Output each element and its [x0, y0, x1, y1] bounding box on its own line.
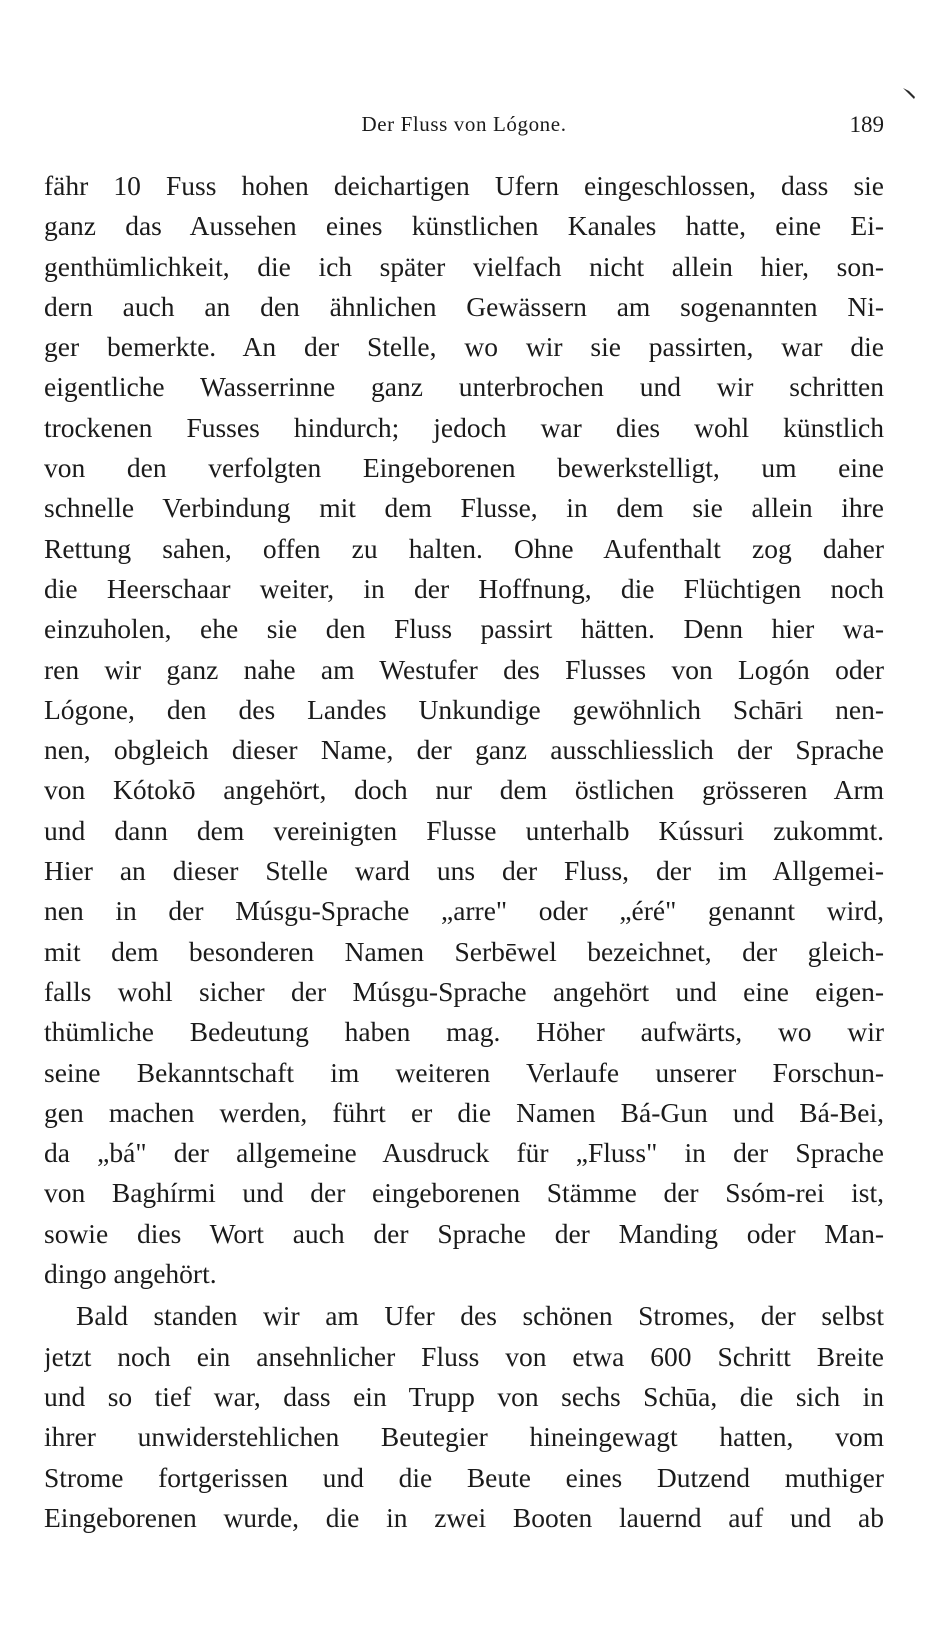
text-line: und so tief war, dass ein Trupp von sechs Schūa, die sich in	[44, 1380, 884, 1412]
body-text	[44, 166, 884, 1538]
text-line: ganz das Aussehen eines künstlichen Kanales hatte, eine Ei-	[44, 210, 884, 242]
text-line: dern auch an den ähnlichen Gewässern am sogenannten Ni-	[44, 290, 884, 322]
running-head: Der Fluss von Lógone.	[361, 112, 567, 136]
text-line: schnelle Verbindung mit dem Flusse, in dem sie allein ihre	[44, 492, 884, 524]
text-line: einzuholen, ehe sie den Fluss passirt hätten. Denn hier wa-	[44, 613, 884, 645]
text-line: Hier an dieser Stelle ward uns der Fluss, der im Allgemei-	[44, 855, 884, 887]
text-line: jetzt noch ein ansehnlicher Fluss von etwa 600 Schritt Breite	[44, 1340, 884, 1372]
text-line: Strome fortgerissen und die Beute eines Dutzend muthiger	[44, 1461, 884, 1493]
text-line: thümliche Bedeutung haben mag. Höher aufwärts, wo wir	[44, 1016, 884, 1048]
text-line: sowie dies Wort auch der Sprache der Manding oder Man-	[44, 1217, 884, 1249]
text-line: Eingeborenen wurde, die in zwei Booten lauernd auf und ab	[44, 1501, 884, 1533]
text-line: Bald standen wir am Ufer des schönen Stromes, der selbst	[76, 1300, 884, 1332]
text-line: trockenen Fusses hindurch; jedoch war dies wohl künstlich	[44, 411, 884, 443]
text-line: dingo angehört.	[44, 1258, 217, 1290]
text-line: von den verfolgten Eingeborenen bewerkstelligt, um eine	[44, 452, 884, 484]
text-line: nen, obgleich dieser Name, der ganz ausschliesslich der Sprache	[44, 734, 884, 766]
text-line: da „bá" der allgemeine Ausdruck für „Fluss" in der Sprache	[44, 1137, 884, 1169]
text-line: genthümlichkeit, die ich später vielfach nicht allein hier, son-	[44, 250, 884, 282]
text-line: mit dem besonderen Namen Serbēwel bezeichnet, der gleich-	[44, 935, 884, 967]
text-line: von Kótokō angehört, doch nur dem östlichen grösseren Arm	[44, 774, 884, 806]
text-line: ger bemerkte. An der Stelle, wo wir sie passirten, war die	[44, 331, 884, 363]
text-line: die Heerschaar weiter, in der Hoffnung, die Flüchtigen noch	[44, 572, 884, 604]
text-line: ren wir ganz nahe am Westufer des Flusses von Logón oder	[44, 653, 884, 685]
page-header	[44, 112, 884, 144]
text-line: Rettung sahen, offen zu halten. Ohne Aufenthalt zog daher	[44, 532, 884, 564]
text-line: gen machen werden, führt er die Namen Bá-Gun und Bá-Bei,	[44, 1096, 884, 1128]
text-line: nen in der Músgu-Sprache „arre" oder „éré" genannt wird,	[44, 895, 884, 927]
text-line: fähr 10 Fuss hohen deichartigen Ufern eingeschlossen, dass sie	[44, 170, 884, 201]
text-line: seine Bekanntschaft im weiteren Verlaufe unserer Forschun-	[44, 1056, 884, 1088]
ink-speck-icon	[902, 86, 918, 102]
paragraph-1	[44, 166, 884, 1294]
text-line: und dann dem vereinigten Flusse unterhalb Kússuri zukommt.	[44, 814, 884, 846]
text-line: Lógone, den des Landes Unkundige gewöhnlich Schāri nen-	[44, 693, 884, 725]
text-line: von Baghírmi und der eingeborenen Stämme der Ssóm-rei ist,	[44, 1177, 884, 1209]
paragraph-2	[44, 1296, 884, 1538]
page-number: 189	[849, 112, 884, 137]
text-line: eigentliche Wasserrinne ganz unterbrochen und wir schritten	[44, 371, 884, 403]
text-line: falls wohl sicher der Músgu-Sprache angehört und eine eigen-	[44, 975, 884, 1007]
text-line: ihrer unwiderstehlichen Beutegier hineingewagt hatten, vom	[44, 1421, 884, 1453]
